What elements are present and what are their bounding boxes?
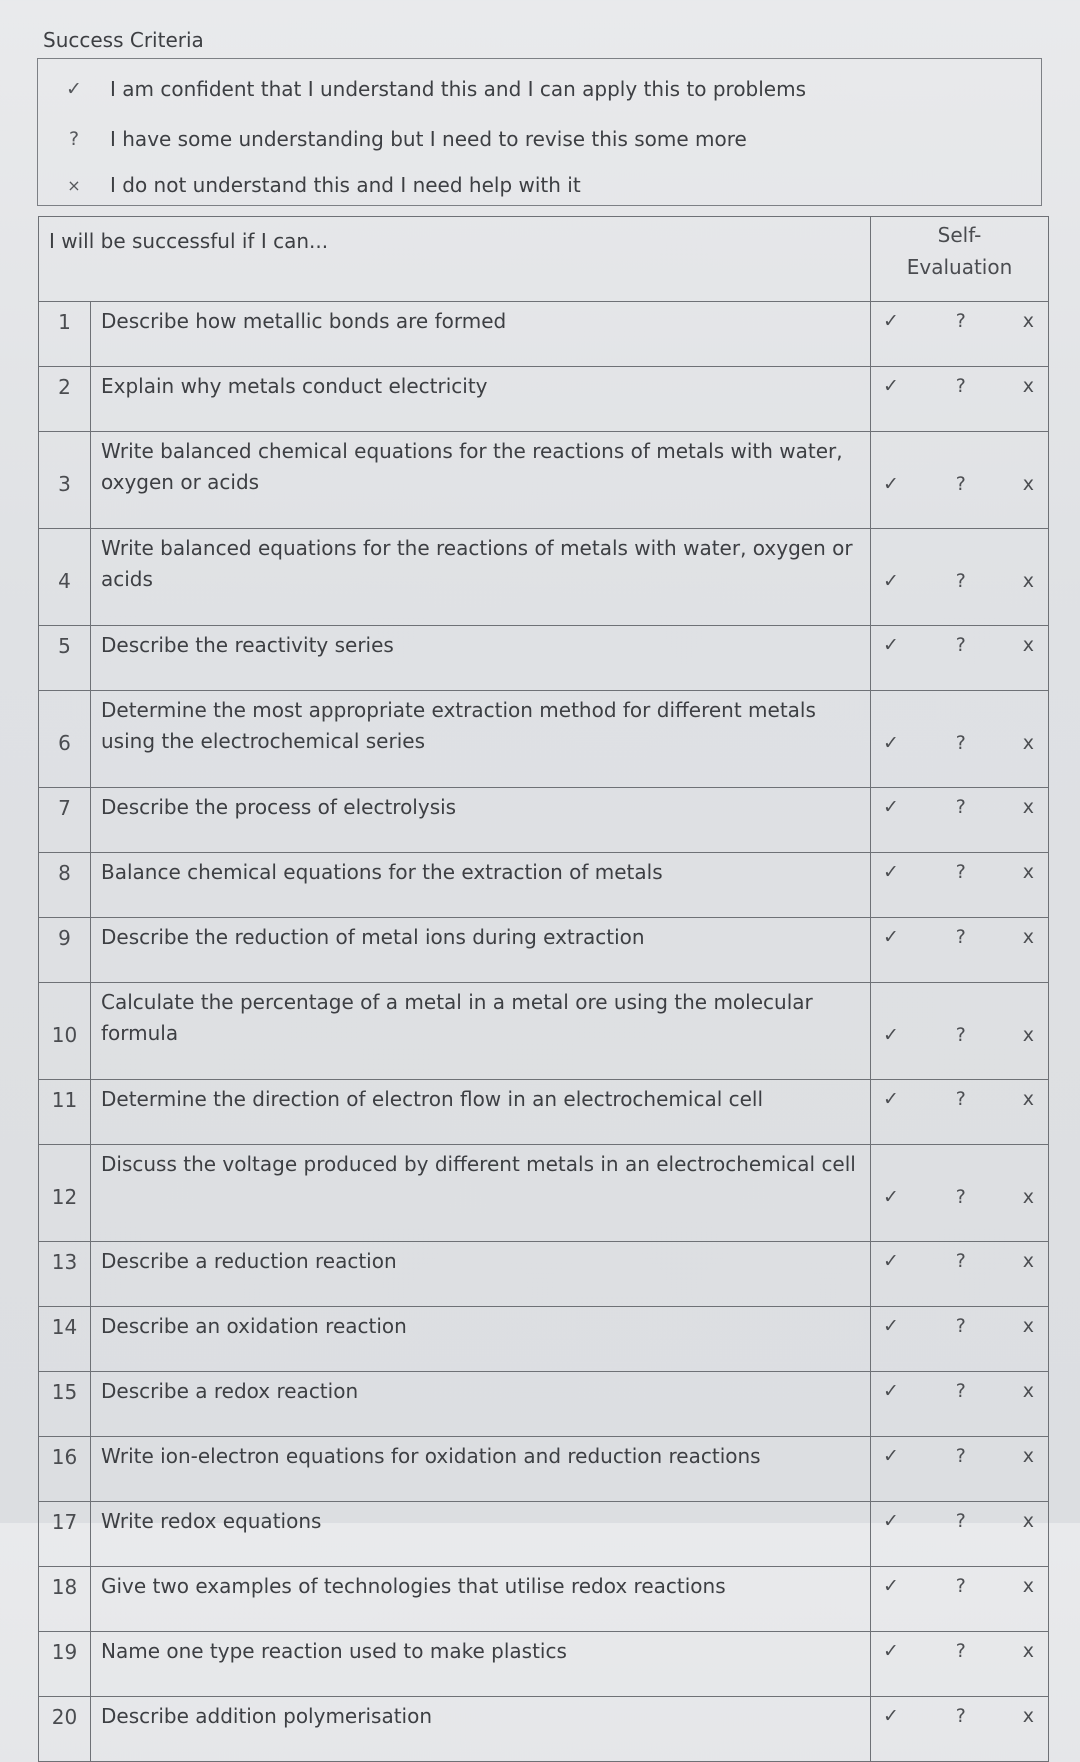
cross-icon[interactable]: x	[1022, 1575, 1034, 1597]
criterion-number: 8	[39, 853, 91, 918]
check-icon[interactable]: ✓	[883, 1024, 899, 1046]
table-row	[39, 1502, 1049, 1567]
cross-icon[interactable]: x	[1022, 1315, 1034, 1337]
table-row	[39, 853, 1049, 918]
cross-icon[interactable]: x	[1022, 796, 1034, 818]
check-icon[interactable]: ✓	[883, 1380, 899, 1402]
self-evaluation-cell	[871, 1242, 1049, 1307]
question-icon[interactable]: ?	[955, 1250, 966, 1272]
self-evaluation-cell	[871, 983, 1049, 1080]
check-icon[interactable]: ✓	[883, 1250, 899, 1272]
table-row	[39, 1307, 1049, 1372]
page-title: Success Criteria	[43, 28, 204, 52]
check-icon[interactable]: ✓	[883, 926, 899, 948]
table-row	[39, 1697, 1049, 1762]
self-evaluation-cell	[871, 1567, 1049, 1632]
check-icon[interactable]: ✓	[883, 1315, 899, 1337]
criterion-text: Describe an oxidation reaction	[91, 1307, 871, 1372]
check-icon[interactable]: ✓	[883, 1510, 899, 1532]
cross-icon[interactable]: x	[1022, 1445, 1034, 1467]
criterion-number: 11	[39, 1080, 91, 1145]
criterion-text: Describe a reduction reaction	[91, 1242, 871, 1307]
table-row	[39, 788, 1049, 853]
question-icon[interactable]: ?	[955, 1380, 966, 1402]
table-row	[39, 626, 1049, 691]
cross-icon[interactable]: x	[1022, 1088, 1034, 1110]
criterion-number: 15	[39, 1372, 91, 1437]
question-icon[interactable]: ?	[955, 310, 966, 332]
question-icon[interactable]: ?	[955, 1575, 966, 1597]
table-row	[39, 983, 1049, 1080]
self-evaluation-cell	[871, 1502, 1049, 1567]
check-icon[interactable]: ✓	[883, 732, 899, 754]
criterion-text: Discuss the voltage produced by different metals in an electrochemical cell	[91, 1145, 871, 1242]
cross-icon[interactable]: x	[1022, 1250, 1034, 1272]
question-icon[interactable]: ?	[955, 796, 966, 818]
self-evaluation-cell	[871, 788, 1049, 853]
table-row	[39, 918, 1049, 983]
criterion-text: Determine the direction of electron flow in an electrochemical cell	[91, 1080, 871, 1145]
criterion-text: Write balanced chemical equations for the reactions of metals with water, oxygen or acids	[91, 432, 871, 529]
cross-icon[interactable]: x	[1022, 570, 1034, 592]
criterion-number: 1	[39, 302, 91, 367]
question-icon[interactable]: ?	[955, 1024, 966, 1046]
question-icon[interactable]: ?	[955, 375, 966, 397]
question-icon[interactable]: ?	[955, 1315, 966, 1337]
criterion-text: Give two examples of technologies that utilise redox reactions	[91, 1567, 871, 1632]
criterion-text: Describe the process of electrolysis	[91, 788, 871, 853]
header-self-evaluation	[871, 217, 1049, 302]
criterion-number: 4	[39, 529, 91, 626]
criterion-number: 17	[39, 1502, 91, 1567]
criterion-text: Calculate the percentage of a metal in a metal ore using the molecular formula	[91, 983, 871, 1080]
criterion-text: Describe a redox reaction	[91, 1372, 871, 1437]
question-icon[interactable]: ?	[955, 861, 966, 883]
table-row	[39, 1437, 1049, 1502]
cross-icon[interactable]: x	[1022, 310, 1034, 332]
table-row	[39, 367, 1049, 432]
criterion-number: 18	[39, 1567, 91, 1632]
check-icon[interactable]: ✓	[883, 861, 899, 883]
question-icon[interactable]: ?	[955, 1705, 966, 1727]
criterion-text: Explain why metals conduct electricity	[91, 367, 871, 432]
header-eval-line2: Evaluation	[906, 255, 1013, 279]
criterion-text: Write redox equations	[91, 1502, 871, 1567]
question-icon[interactable]: ?	[955, 1640, 966, 1662]
check-icon[interactable]: ✓	[883, 1705, 899, 1727]
cross-icon[interactable]: x	[1022, 1640, 1034, 1662]
criterion-number: 13	[39, 1242, 91, 1307]
self-evaluation-cell	[871, 367, 1049, 432]
check-icon[interactable]: ✓	[883, 1575, 899, 1597]
criterion-number: 7	[39, 788, 91, 853]
question-icon[interactable]: ?	[955, 926, 966, 948]
check-icon[interactable]: ✓	[883, 375, 899, 397]
legend-item-confident	[38, 69, 1041, 109]
table-row	[39, 691, 1049, 788]
table-row	[39, 1080, 1049, 1145]
question-icon[interactable]: ?	[955, 570, 966, 592]
header-eval-line1: Self-	[937, 223, 982, 247]
self-evaluation-cell	[871, 691, 1049, 788]
self-evaluation-cell	[871, 1372, 1049, 1437]
criterion-text: Describe how metallic bonds are formed	[91, 302, 871, 367]
criterion-number: 9	[39, 918, 91, 983]
criterion-text: Write balanced equations for the reactions of metals with water, oxygen or acids	[91, 529, 871, 626]
legend-text: I am confident that I understand this and I can apply this to problems	[110, 77, 807, 101]
question-icon: ?	[68, 128, 80, 150]
cross-icon[interactable]: x	[1022, 1380, 1034, 1402]
self-evaluation-cell	[871, 918, 1049, 983]
cross-icon[interactable]: x	[1022, 1024, 1034, 1046]
question-icon[interactable]: ?	[955, 732, 966, 754]
self-evaluation-cell	[871, 432, 1049, 529]
criterion-number: 2	[39, 367, 91, 432]
check-icon[interactable]: ✓	[883, 1088, 899, 1110]
self-evaluation-cell	[871, 1080, 1049, 1145]
check-icon[interactable]: ✓	[883, 310, 899, 332]
question-icon[interactable]: ?	[955, 473, 966, 495]
check-icon: ✓	[66, 78, 82, 100]
question-icon[interactable]: ?	[955, 1445, 966, 1467]
check-icon[interactable]: ✓	[883, 473, 899, 495]
criterion-number: 20	[39, 1697, 91, 1762]
question-icon[interactable]: ?	[955, 1186, 966, 1208]
self-evaluation-cell	[871, 1307, 1049, 1372]
table-row	[39, 1242, 1049, 1307]
header-criteria: I will be successful if I can...	[39, 217, 871, 302]
cross-icon: ×	[67, 175, 81, 195]
table-row	[39, 529, 1049, 626]
check-icon[interactable]: ✓	[883, 1186, 899, 1208]
criterion-text: Describe addition polymerisation	[91, 1697, 871, 1762]
criterion-number: 19	[39, 1632, 91, 1697]
check-icon[interactable]: ✓	[883, 796, 899, 818]
self-evaluation-cell	[871, 1697, 1049, 1762]
cross-icon[interactable]: x	[1022, 1186, 1034, 1208]
cross-icon[interactable]: x	[1022, 732, 1034, 754]
check-icon[interactable]: ✓	[883, 570, 899, 592]
self-evaluation-cell	[871, 529, 1049, 626]
cross-icon[interactable]: x	[1022, 1510, 1034, 1532]
criterion-number: 16	[39, 1437, 91, 1502]
table-row	[39, 1632, 1049, 1697]
table-row	[39, 1372, 1049, 1437]
self-evaluation-cell	[871, 626, 1049, 691]
table-row	[39, 1567, 1049, 1632]
cross-icon[interactable]: x	[1022, 1705, 1034, 1727]
criterion-text: Name one type reaction used to make plastics	[91, 1632, 871, 1697]
success-criteria-table	[38, 216, 1049, 1762]
legend-box	[37, 58, 1042, 206]
criterion-number: 6	[39, 691, 91, 788]
legend-item-some-understanding	[38, 119, 1041, 159]
criterion-number: 12	[39, 1145, 91, 1242]
self-evaluation-cell	[871, 853, 1049, 918]
legend-item-need-help	[38, 165, 1041, 205]
criterion-text: Balance chemical equations for the extraction of metals	[91, 853, 871, 918]
legend-text: I do not understand this and I need help with it	[110, 173, 581, 197]
cross-icon[interactable]: x	[1022, 861, 1034, 883]
table-row	[39, 432, 1049, 529]
criterion-number: 14	[39, 1307, 91, 1372]
question-icon[interactable]: ?	[955, 634, 966, 656]
cross-icon[interactable]: x	[1022, 375, 1034, 397]
self-evaluation-cell	[871, 302, 1049, 367]
table-row	[39, 1145, 1049, 1242]
criterion-number: 5	[39, 626, 91, 691]
question-icon[interactable]: ?	[955, 1510, 966, 1532]
cross-icon[interactable]: x	[1022, 634, 1034, 656]
cross-icon[interactable]: x	[1022, 473, 1034, 495]
criterion-number: 3	[39, 432, 91, 529]
check-icon[interactable]: ✓	[883, 1640, 899, 1662]
criterion-text: Write ion-electron equations for oxidation and reduction reactions	[91, 1437, 871, 1502]
question-icon[interactable]: ?	[955, 1088, 966, 1110]
self-evaluation-cell	[871, 1145, 1049, 1242]
criterion-text: Describe the reactivity series	[91, 626, 871, 691]
cross-icon[interactable]: x	[1022, 926, 1034, 948]
self-evaluation-cell	[871, 1437, 1049, 1502]
criterion-text: Determine the most appropriate extraction method for different metals using the electrochemical series	[91, 691, 871, 788]
self-evaluation-cell	[871, 1632, 1049, 1697]
criterion-number: 10	[39, 983, 91, 1080]
check-icon[interactable]: ✓	[883, 1445, 899, 1467]
legend-text: I have some understanding but I need to revise this some more	[110, 127, 747, 151]
criterion-text: Describe the reduction of metal ions during extraction	[91, 918, 871, 983]
check-icon[interactable]: ✓	[883, 634, 899, 656]
table-row	[39, 302, 1049, 367]
